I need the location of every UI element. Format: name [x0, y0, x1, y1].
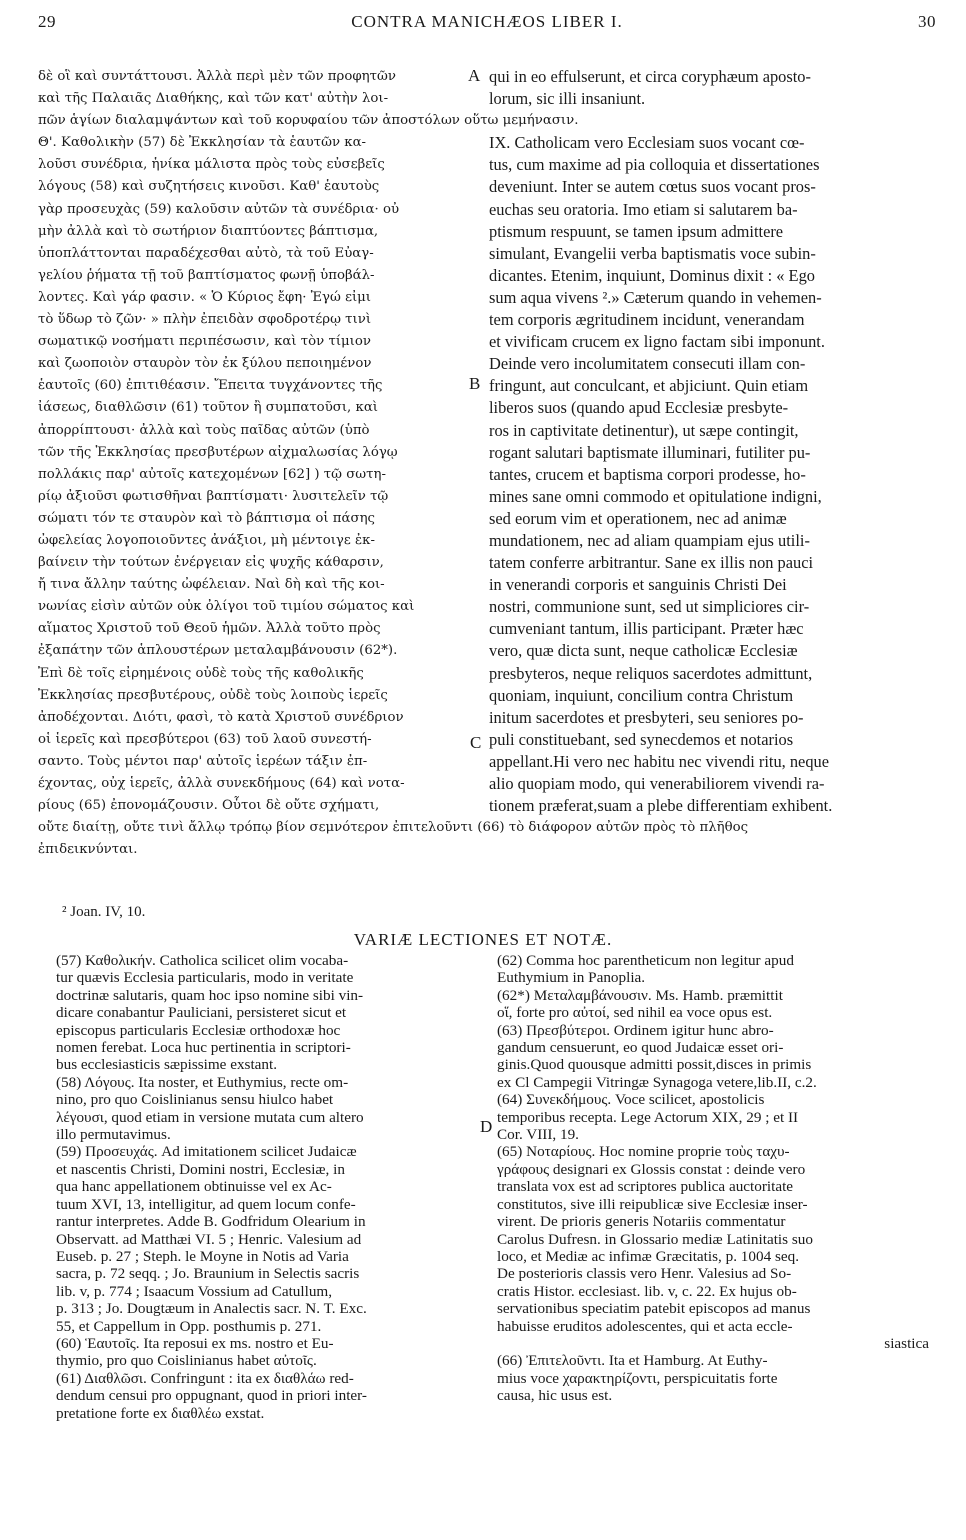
- latin-text-line: cumveniant tantum, illis participant. Præter hæc: [489, 619, 804, 639]
- note-line: translata vox est ad scriptores publica auctoritate: [497, 1178, 794, 1196]
- note-line: (61) Διαθλῶσι. Confringunt : ita ex διαθλάω red-: [56, 1369, 354, 1387]
- note-line: (58) Λόγους. Ita noster, et Euthymius, recte om-: [56, 1073, 349, 1091]
- note-line: cratis Histor. ecclesiast. lib. v, c. 22. Ex hujus ob-: [497, 1282, 797, 1300]
- note-line: mius voce χαρακτηρίζοντι, perspicuitatis forte: [497, 1369, 778, 1387]
- notes-right-column: [497, 952, 929, 1405]
- note-line: (60) Ἑαυτοῖς. Ita reposui ex ms. nostro et Eu-: [56, 1334, 334, 1352]
- greek-text-line: πολλάκις παρ' αὐτοῖς κατεχομένων [62] ) τῷ σωτη-: [38, 466, 386, 482]
- greek-text-line: τὸ ὕδωρ τὸ ζῶν· » πλὴν ἐπειδὰν σφοδροτέρῳ τινὶ: [38, 312, 372, 328]
- greek-text-line: μὴν ἀλλὰ καὶ τὸ σωτήριον διαπτύοντες βάπτισμα,: [38, 223, 379, 239]
- margin-marker-b: B: [469, 374, 481, 393]
- note-line: (65) Νοταρίους. Hoc nomine proprie τοὺς ταχυ-: [497, 1143, 790, 1161]
- latin-text-line: puli constituebant, sed synecdemos et notarios: [489, 729, 794, 749]
- greek-text-line: λόγους (58) καὶ συζητήσεις κινοῦσι. Καθ' ἑαυτοὺς: [38, 179, 380, 195]
- note-line: nino, pro quo Coislinianus sensu hiulco habet: [56, 1091, 334, 1109]
- greek-text-line: γελίου ῥήματα τῇ τοῦ βαπτίσματος φωνῇ ὑποβάλ-: [38, 267, 375, 283]
- notes-left-column: [56, 952, 476, 1422]
- latin-text-line: quoniam, inquiunt, concilium contra Christum: [489, 685, 794, 705]
- note-line: lib. v, p. 774 ; Isaacum Vossium ad Catullum,: [56, 1282, 333, 1300]
- latin-text-line: sum aqua vivens ².» Cæterum quando in vehemen-: [489, 287, 822, 307]
- note-line: siastica: [884, 1334, 929, 1352]
- margin-marker-c: C: [470, 733, 482, 752]
- latin-text-line: euchas seu oratoria. Imo etiam si salutarem ba-: [489, 199, 798, 219]
- greek-text-line: καὶ τῆς Παλαιᾶς Διαθήκης, καὶ τῶν κατ' αὐτὴν λοι-: [38, 91, 389, 107]
- latin-text-line: mines sane omni commodo et opitulatione indigni,: [489, 486, 822, 506]
- note-line: Observatt. ad Matthæi VI. 5 ; Henric. Valesium ad: [56, 1230, 362, 1248]
- latin-text-line: appellant.Hi vero nec habitu nec vivendi ritu, neque: [489, 751, 829, 771]
- greek-text-line: λοντες. Καὶ γάρ φασιν. « Ὁ Κύριος ἔφη· Ἐγώ εἰμι: [38, 289, 372, 305]
- note-line: servationibus speciatim patebit episcopos ad manus: [497, 1300, 811, 1318]
- latin-text-line: tus, cum maxime ad pia colloquia et dissertationes: [489, 155, 820, 175]
- note-line: thymio, pro quo Coislinianus habet αὐτοῖς.: [56, 1352, 317, 1370]
- greek-text-line: οἱ ἱερεῖς καὶ πρεσβύτεροι (63) τοῦ λαοῦ συνεστή-: [38, 731, 372, 747]
- latin-text-line: mundationem, nec ad aliam quampiam ejus utili-: [489, 530, 810, 550]
- running-title: CONTRA MANICHÆOS LIBER I.: [351, 12, 623, 31]
- latin-text-line: IX. Catholicam vero Ecclesiam suos vocant cœ-: [489, 133, 805, 153]
- latin-text-line: tionem præferat,suam a plebe differentiam exhibent.: [489, 796, 833, 816]
- page-number-left: 29: [38, 12, 56, 31]
- note-line: sacra, p. 72 seqq. ; Jo. Braunium in Selectis sacris: [56, 1265, 360, 1283]
- latin-text-line: ptismum respuunt, se tamen ipsum admittere: [489, 221, 784, 241]
- greek-text-line: έχοντας, οὐχ ἱερεῖς, ἀλλὰ συνεκδήμους (64) καὶ νοτα-: [38, 776, 405, 791]
- note-line: (59) Προσευχάς. Ad imitationem scilicet Judaicæ: [56, 1143, 357, 1161]
- greek-text-line: ρίους (65) ἐπονομάζουσιν. Οὗτοι δὲ οὔτε σχήματι,: [38, 798, 380, 814]
- latin-text-line: simulant, Evangelii verba baptismatis voce subin-: [489, 243, 816, 263]
- latin-text-line: ros in captivitate detinentur), ut sæpe contingit,: [489, 420, 799, 440]
- greek-text-line: ὠφελείας λογοποιοῦντες ἀνάξιοι, μὴ μέντοιγε ἐκ-: [38, 532, 375, 548]
- note-line: virent. De prioris generis Notariis commentatur: [497, 1213, 786, 1231]
- latin-text-line: tantes, crucem et baptisma corpori prodesse, ho-: [489, 464, 806, 484]
- note-line: (57) Καθολικήν. Catholica scilicet olim vocaba-: [56, 952, 349, 969]
- greek-text-line: γὰρ προσευχὰς (59) καλοῦσιν αὐτῶν τὰ συνέδρια· οὐ: [38, 201, 400, 217]
- note-line: 55, et Cappellum in Opp. posthumis p. 271.: [56, 1317, 322, 1335]
- greek-text-line: ἑαυτοῖς (60) ἐπιτιθέασιν. Ἔπειτα τυγχάνοντες τῆς: [38, 378, 383, 394]
- note-line: dicare conabantur Pauliciani, persisteret sicut et: [56, 1004, 347, 1022]
- note-line: (64) Συνεκδήμους. Voce scilicet, apostolicis: [497, 1091, 765, 1109]
- latin-text-line: sed eorum vim et operationem, nec ad animæ: [489, 508, 787, 528]
- note-line: loco, et Mediæ ac infimæ Græcitatis, p. 1004 seq.: [497, 1247, 800, 1265]
- margin-marker-a: A: [468, 66, 481, 85]
- latin-text-line: liberos suos (quando apud Ecclesiæ presbyte-: [489, 398, 789, 418]
- note-line: ginis.Quod quousque admitti possit,disces in primis: [497, 1056, 812, 1074]
- latin-text-line: initum sacerdotes et presbyteri, seu seniores po-: [489, 707, 804, 727]
- latin-text-line: fringunt, aut conculcant, et abjiciunt. Quin etiam: [489, 376, 809, 396]
- latin-text-line: vero, quæ dicta sunt, neque catholicæ Ecclesiæ: [489, 641, 798, 661]
- latin-text-line: qui in eo effulserunt, et circa coryphæum aposto-: [489, 67, 811, 86]
- note-line: et nascentis Christi, Domini nostri, Ecclesiæ, in: [56, 1160, 345, 1178]
- greek-text-line: ἐπιδεικνύνται.: [38, 842, 138, 858]
- note-line: οἵ, forte pro αὐτοί, sed nihil ea voce opus est.: [497, 1004, 773, 1022]
- note-line: constitutos, sive illi reipublicæ sive Ecclesiæ inser-: [497, 1195, 808, 1213]
- note-line: Carolus Dufresn. in Glossario mediæ Latinitatis suo: [497, 1230, 813, 1248]
- note-line: (66) Ἐπιτελοῦντι. Ita et Hamburg. At Euthy-: [497, 1352, 768, 1370]
- greek-text-line: ἀποδέχονται. Διότι, φασὶ, τὸ κατὰ Χριστοῦ συνέδριον: [38, 709, 404, 725]
- note-line: doctrinæ salutaris, quam hoc ipso nomine sibi vin-: [56, 986, 364, 1004]
- note-line: habuisse eruditos adolescentes, qui et acta eccle-: [497, 1317, 793, 1335]
- note-line: Euthymium in Panoplia.: [497, 969, 646, 987]
- greek-text-line: καὶ ζωοποιὸν σταυρὸν τὸν ἐκ ξύλου πεποιημένον: [38, 356, 372, 372]
- greek-text-line: ὑποπλάττονται παραδέχεσθαι αὐτὸ, τὰ τοῦ Εὐαγ-: [38, 245, 374, 261]
- greek-text-line: ἤ τινα ἄλλην ταύτης ὠφέλειαν. Ναὶ δὴ καὶ τῆς κοι-: [38, 577, 385, 593]
- note-line: (62) Comma hoc parentheticum non legitur apud: [497, 952, 794, 969]
- margin-marker-d: D: [480, 1117, 493, 1136]
- greek-text-line: σώματι τόν τε σταυρὸν καὶ τὸ βάπτισμα οἱ πάσης: [38, 510, 375, 526]
- greek-text-line: δὲ οἳ καὶ συντάττουσι. Ἀλλὰ περὶ μὲν τῶν προφητῶν: [38, 69, 396, 84]
- note-line: pretatione forte ex διαθλέω exstat.: [56, 1404, 265, 1422]
- latin-text-line: tem corporis ægritudinem incidunt, venerandam: [489, 310, 805, 330]
- note-line: (63) Πρεσβύτεροι. Ordinem igitur hunc abro-: [497, 1021, 774, 1039]
- greek-text-line: νωνίας εἰσὶν αὐτῶν οὐκ ὀλίγοι τοῦ τιμίου σώματος καὶ: [38, 599, 415, 615]
- greek-text-line: ἰάσεως, διαθλῶσιν (61) τοῦτον ἢ συμπατοῦσι, καὶ: [38, 400, 379, 416]
- note-line: episcopus particularis Ecclesiæ orthodoxæ hoc: [56, 1021, 341, 1039]
- note-line: causa, hic usus est.: [497, 1387, 613, 1405]
- latin-text-line: tatem conferre arbitrantur. Sane ex illis non pauci: [489, 553, 814, 573]
- greek-text-line: ἀπορρίπτουσι· ἀλλὰ καὶ τοὺς παῖδας αὐτῶν (ὑπὸ: [38, 422, 370, 438]
- latin-text-line: presbyteros, neque reliquos sacerdotes admittunt,: [489, 663, 813, 683]
- footnote: ² Joan. IV, 10.: [62, 904, 146, 920]
- greek-text-line: Θ'. Καθολικὴν (57) δὲ Ἐκκλησίαν τὰ ἑαυτῶν κα-: [38, 135, 367, 151]
- note-line: tur quævis Ecclesia particularis, modo in veritate: [56, 969, 354, 987]
- greek-text-line: σωματικῷ νοσήματι περιπέσωσιν, καὶ τὸν τίμιον: [38, 334, 371, 350]
- latin-text-line: in venerandi corporis et sanguinis Christi Dei: [489, 575, 787, 595]
- latin-text-line: dicantes. Etenim, inquiunt, Dominus dixit : « Ego: [489, 265, 815, 285]
- notes-heading: VARIÆ LECTIONES ET NOTÆ.: [353, 930, 613, 949]
- note-line: p. 313 ; Jo. Dougtæum in Analectis sacr. N. T. Exc.: [56, 1300, 367, 1318]
- note-line: illo permutavimus.: [56, 1126, 171, 1144]
- greek-text-line: ρίῳ ἀξιοῦσι φωτισθῆναι βαπτίσματι· λυσιτελεῖν τῷ: [38, 488, 389, 504]
- note-line: rantur interpretes. Adde B. Godfridum Olearium in: [56, 1213, 366, 1231]
- note-line: (62*) Μεταλαμβάνουσιν. Ms. Hamb. præmittit: [497, 986, 783, 1004]
- note-line: qua hanc appellationem obtinuisse vel ex Ac-: [56, 1178, 332, 1196]
- note-line: De posterioris classis vero Henr. Valesius ad So-: [497, 1265, 792, 1283]
- note-line: temporibus recepta. Lege Actorum XIX, 29 ; et II: [497, 1108, 799, 1126]
- latin-text-line: Deinde vero incolumitatem consecuti illam con-: [489, 354, 806, 374]
- greek-text-line: ἐξαπάτην τῶν ἁπλουστέρων μεταλαμβάνουσιν (62*).: [38, 643, 398, 659]
- latin-text-line: et vivificam crucem ex ligno factam sibi imponunt.: [489, 332, 825, 352]
- note-line: bus ecclesiasticis sæpissime exstant.: [56, 1056, 278, 1074]
- note-line: gandum censuerunt, eo quod Judaicæ esset ori-: [497, 1039, 784, 1057]
- greek-text-line: λοῦσι συνέδρια, ἡνίκα μάλιστα πρὸς τοὺς εὐσεβεῖς: [38, 157, 385, 173]
- running-header: [38, 12, 936, 44]
- note-line: Cor. VIII, 19.: [497, 1126, 579, 1144]
- greek-text-line: βαίνειν τὴν τούτων ἐνέργειαν εἰς ψυχῆς κάθαρσιν,: [38, 555, 384, 571]
- greek-text-line: Ἐκκλησίας πρεσβυτέρους, οὐδὲ τοὺς λοιποὺς ἱερεῖς: [38, 687, 388, 703]
- latin-text-line: deveniunt. Inter se autem cœtus suos vocant pros-: [489, 177, 816, 197]
- greek-text-line: τῶν τῆς Ἐκκλησίας πρεσβυτέρων αἰχμαλωσίας λόγῳ: [38, 444, 398, 460]
- latin-text-line: alio quopiam modo, qui venerabiliorem vivendi ra-: [489, 774, 825, 793]
- greek-text-line: οὔτε διαίτῃ, οὔτε τινὶ ἄλλῳ τρόπῳ βίον σεμνότερον ἐπιτελοῦντι (66) τὸ διάφορον αὐτῶν πρὸς τὸ πλῆθος: [38, 820, 749, 836]
- latin-text-line: nostri, communione sunt, sed ut simpliciores cir-: [489, 597, 810, 617]
- greek-text-line: Ἐπὶ δὲ τοῖς εἰρημένοις οὐδὲ τοὺς τῆς καθολικῆς: [38, 665, 364, 681]
- latin-text-line: lorum, sic illi insaniunt.: [489, 89, 646, 109]
- latin-text-line: [489, 110, 929, 132]
- latin-text-column: [489, 66, 929, 817]
- greek-text-line: σαντο. Τοὺς μέντοι παρ' αὐτοῖς ἱερέων τάξιν ἐπ-: [38, 753, 368, 769]
- note-line: γράφους designari ex Glossis constat : deinde vero: [497, 1160, 806, 1178]
- note-line: Euseb. p. 27 ; Steph. le Moyne in Notis ad Varia: [56, 1247, 349, 1265]
- page-number-right: 30: [918, 12, 936, 31]
- note-line: λέγουσι, quod etiam in versione mutata cum altero: [56, 1108, 364, 1126]
- greek-text-line: αἵματος Χριστοῦ τοῦ Θεοῦ ἡμῶν. Ἀλλὰ τοῦτο πρὸς: [38, 621, 381, 637]
- note-line: tuum XVI, 13, intelligitur, ad quem locum confe-: [56, 1195, 356, 1213]
- note-line: dendum censui pro oppugnant, quod in priori inter-: [56, 1387, 367, 1405]
- note-line: ex Cl Campegii Vitringæ Synagoga vetere,lib.II, c.2.: [497, 1073, 817, 1091]
- note-line: nomen ferebat. Loca huc pertinentia in scriptori-: [56, 1039, 351, 1057]
- greek-text-line: πῶν ἁγίων διαλαμψάντων καὶ τοῦ κορυφαίου τῶν ἀποστόλων οὕτω μεμήνασιν.: [38, 113, 579, 129]
- latin-text-line: rogant salutari baptismate illuminari, futiliter pu-: [489, 442, 811, 462]
